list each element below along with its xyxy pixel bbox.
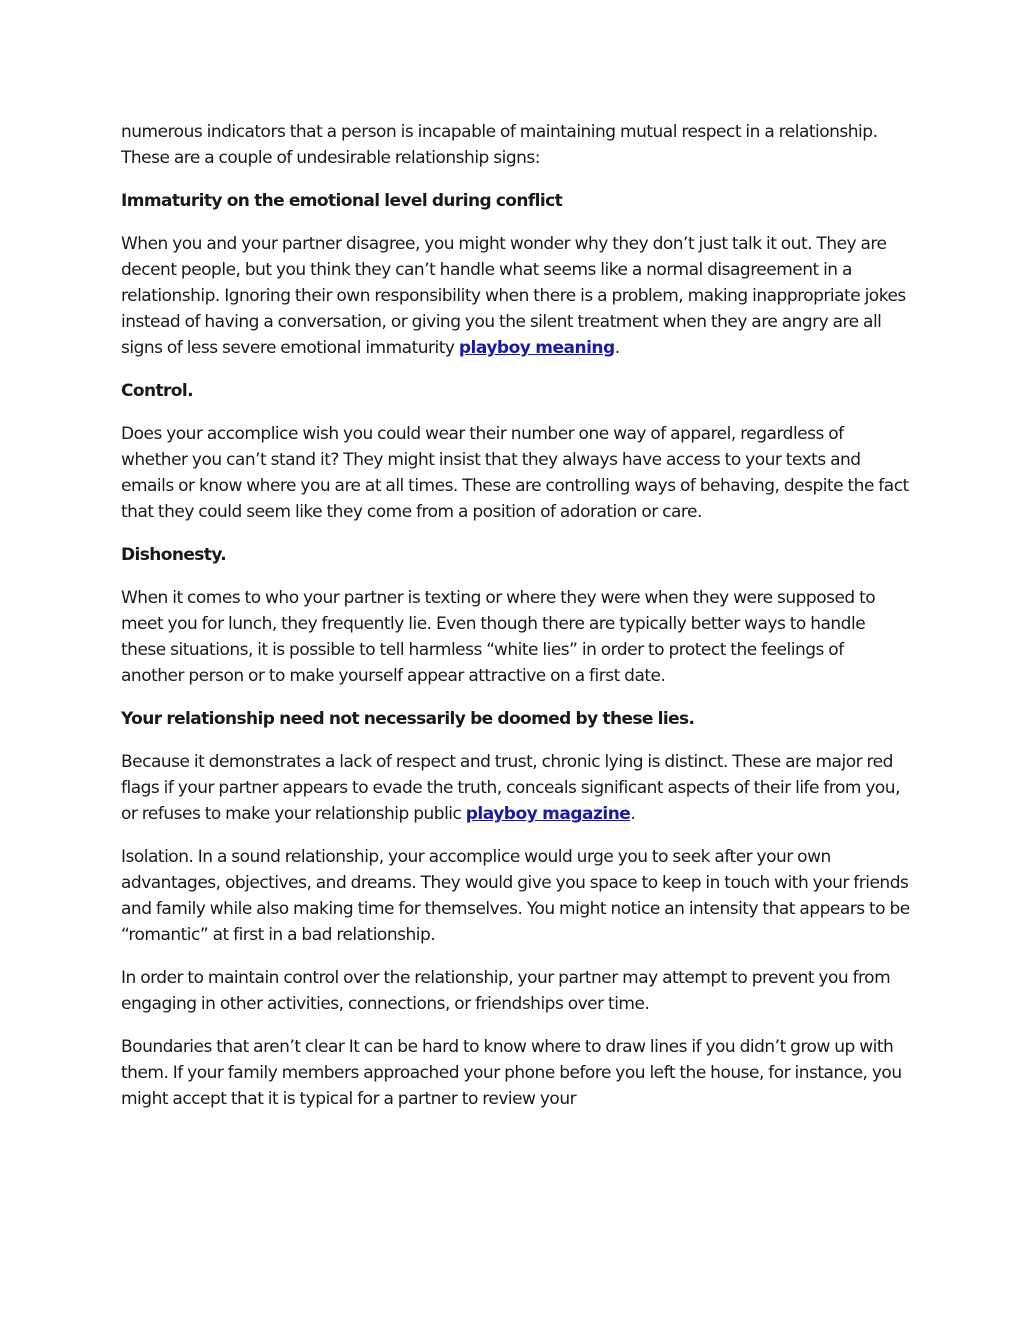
playboy-magazine-link[interactable]: playboy magazine [465,804,631,824]
paragraph-period: . [614,338,620,358]
heading-lies: Your relationship need not necessarily be doomed by these lies. [121,709,695,729]
paragraph-isolation: Isolation. In a sound relationship, your accomplice would urge you to seek after your own advantages, objectives, and dreams. They would give you space to keep in touch with your friends and family while also making time for themselves. You might notice an intensity that appears to be “romantic” at first in a bad relationship. [121,847,910,945]
paragraph-text: Because it demonstrates a lack of respect and trust, chronic lying is distinct. These are major red flags if your partner appears to evade the truth, conceals significant aspects of their life from you, or refuses to make your relationship public [121,752,900,824]
paragraph-control: Does your accomplice wish you could wear their number one way of apparel, regardless of whether you can’t stand it? They might insist that they always have access to your texts and emails or know where you are at all times. These are controlling ways of behaving, despite the fact that they could seem like they come from a position of adoration or care. [121,424,909,522]
heading-emotional-immaturity: Immaturity on the emotional level during conflict [121,191,563,211]
paragraph-chronic-lying [121,749,911,827]
paragraph-emotional-immaturity [121,231,911,361]
document-body [121,119,911,1129]
heading-control: Control. [121,381,193,401]
paragraph-period: . [630,804,636,824]
playboy-meaning-link[interactable]: playboy meaning [458,338,615,358]
paragraph-intro: numerous indicators that a person is incapable of maintaining mutual respect in a relationship. These are a couple of undesirable relationship signs: [121,122,878,168]
paragraph-dishonesty: When it comes to who your partner is texting or where they were when they were supposed to meet you for lunch, they frequently lie. Even though there are typically better ways to handle these situations, it is possible to tell harmless “white lies” in order to protect the feelings of another person or to make yourself appear attractive on a first date. [121,588,876,686]
paragraph-control-over-time: In order to maintain control over the relationship, your partner may attempt to prevent you from engaging in other activities, connections, or friendships over time. [121,968,891,1014]
paragraph-text: When you and your partner disagree, you might wonder why they don’t just talk it out. They are decent people, but you think they can’t handle what seems like a normal disagreement in a relationship. Ignoring their own responsibility when there is a problem, making inappropriate jokes instead of having a conversation, or giving you the silent treatment when they are angry are all signs of less severe emotional immaturity [121,234,906,358]
paragraph-boundaries: Boundaries that aren’t clear It can be hard to know where to draw lines if you didn’t grow up with them. If your family members approached your phone before you left the house, for instance, you might accept that it is typical for a partner to review your [121,1037,902,1109]
heading-dishonesty: Dishonesty. [121,545,227,565]
